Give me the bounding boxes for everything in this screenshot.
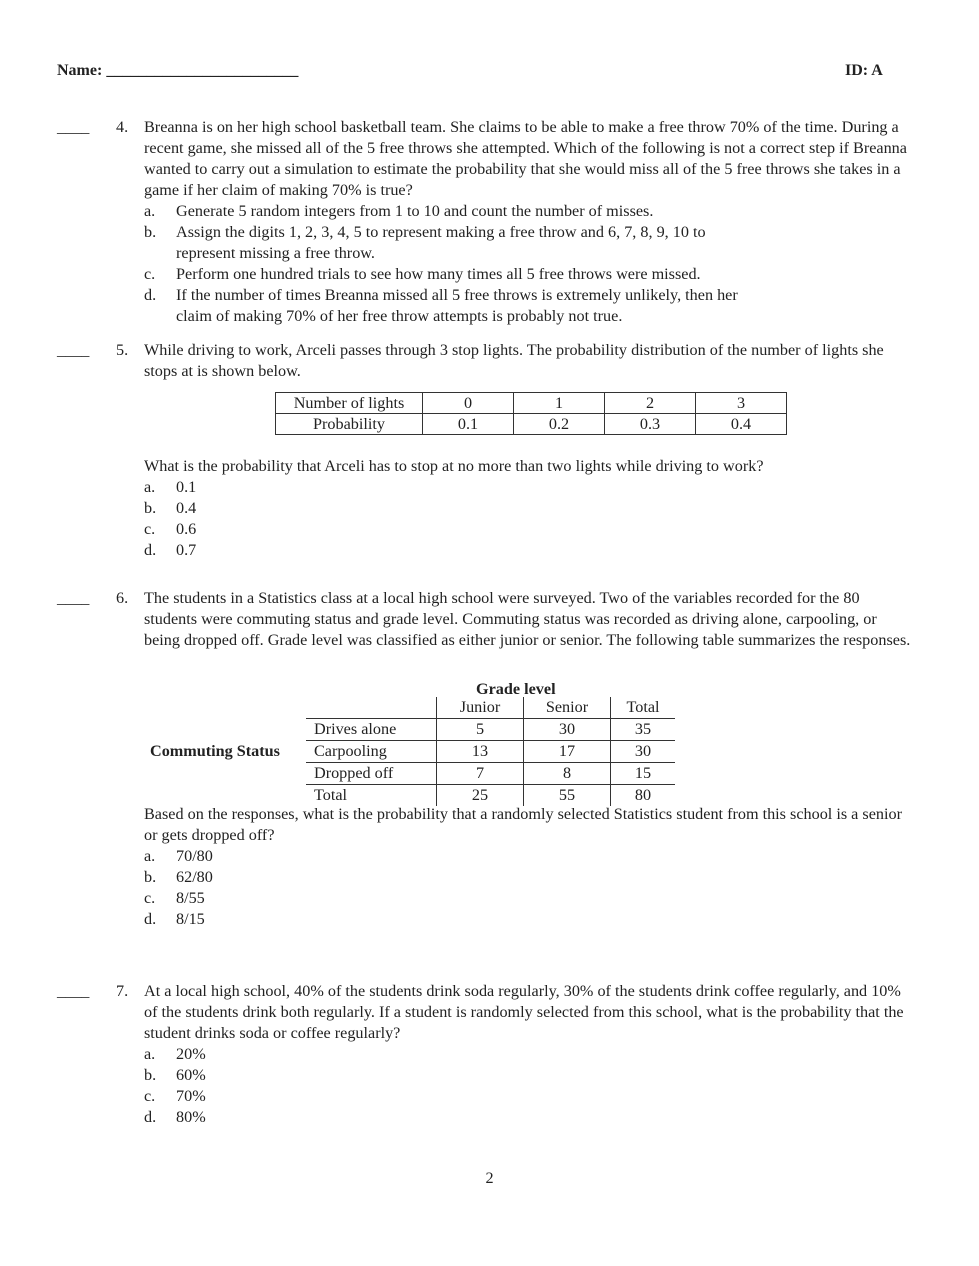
question-stem: Breanna is on her high school basketball team. She claims to be able to make a free throw 70% of the time. During a recent game, she missed all of the 5 free throws she attempted. Which of the following is not a correct step if Breanna wanted to carry out a simulation to estimate the probability that she would miss all of the 5 free throws she takes in a game if her claim of making 70% is true?: [144, 118, 907, 199]
commuting-table: [306, 697, 675, 806]
answer-option[interactable]: [144, 498, 916, 519]
question-body: [144, 981, 916, 1128]
answer-option[interactable]: [144, 285, 916, 327]
option-text: 8/55: [176, 889, 205, 907]
option-letter: d.: [144, 910, 157, 928]
table-cell: Probability: [276, 414, 423, 435]
answer-options: [144, 477, 916, 561]
table-cell: 55: [524, 785, 611, 807]
answer-options: [144, 201, 916, 327]
id-label: ID: A: [845, 62, 883, 79]
option-letter: c.: [144, 889, 156, 907]
table-cell: 35: [611, 719, 676, 741]
answer-option[interactable]: [144, 540, 916, 561]
row-label: Carpooling: [306, 741, 437, 763]
option-text: 70/80: [176, 847, 213, 865]
option-text: 20%: [176, 1045, 206, 1063]
option-text: 80%: [176, 1108, 206, 1126]
table-row: [306, 741, 675, 763]
table-row: [306, 719, 675, 741]
question-body: [144, 340, 916, 561]
table-row: [306, 785, 675, 807]
table-cell: Number of lights: [276, 393, 423, 414]
option-text: Generate 5 random integers from 1 to 10 and count the number of misses.: [176, 202, 654, 220]
option-text: If the number of times Breanna missed all 5 free throws is extremely unlikely, then her: [176, 286, 738, 304]
question-followup: What is the probability that Arceli has to stop at no more than two lights while driving to work?: [144, 457, 764, 475]
answer-options: [144, 1044, 916, 1128]
option-letter: d.: [144, 541, 157, 559]
answer-option[interactable]: [144, 1044, 916, 1065]
table-cell: 1: [514, 393, 605, 414]
question-number: 6.: [116, 589, 129, 607]
option-letter: a.: [144, 847, 156, 865]
table-cell: 30: [611, 741, 676, 763]
question-stem: While driving to work, Arceli passes through 3 stop lights. The probability distribution of the number of lights she stops at is shown below.: [144, 341, 884, 380]
table-header-row: [306, 697, 675, 719]
row-label: Drives alone: [306, 719, 437, 741]
name-field: [57, 60, 298, 81]
table-cell: 7: [437, 763, 524, 785]
question-body: [144, 117, 916, 327]
option-text: 8/15: [176, 910, 205, 928]
table-cell: 17: [524, 741, 611, 763]
question-stem: At a local high school, 40% of the students drink soda regularly, 30% of the students drink coffee regularly, and 10% of the students drink both regularly. If a student is randomly selected from this school, what is the probability that the student drinks soda or coffee regularly?: [144, 982, 904, 1042]
column-header: Total: [611, 697, 676, 719]
option-letter: b.: [144, 223, 157, 241]
answer-option[interactable]: [144, 846, 916, 867]
option-text: 62/80: [176, 868, 213, 886]
answer-option[interactable]: [144, 1065, 916, 1086]
option-letter: b.: [144, 868, 157, 886]
question-number: 5.: [116, 341, 129, 359]
question-followup: Based on the responses, what is the probability that a randomly selected Statistics student from this school is a senior or gets dropped off?: [144, 805, 902, 844]
question-body: [144, 588, 916, 930]
question-number: 7.: [116, 982, 129, 1000]
row-label: Dropped off: [306, 763, 437, 785]
empty-cell: [306, 697, 437, 719]
table-cell: 0.4: [696, 414, 787, 435]
option-letter: c.: [144, 1087, 156, 1105]
answer-option[interactable]: [144, 1086, 916, 1107]
table-cell: 0.1: [423, 414, 514, 435]
table-row: [276, 393, 787, 414]
name-blank: ________________________: [106, 62, 299, 79]
question-number: 4.: [116, 118, 129, 136]
answer-option[interactable]: [144, 909, 916, 930]
option-text: claim of making 70% of her free throw attempts is probably not true.: [176, 307, 623, 325]
row-group-label: Commuting Status: [150, 742, 280, 760]
name-label: Name:: [57, 62, 103, 79]
option-text: Perform one hundred trials to see how many times all 5 free throws were missed.: [176, 265, 701, 283]
table-row: [306, 763, 675, 785]
table-row: [276, 414, 787, 435]
answer-option[interactable]: [144, 264, 916, 285]
answer-blank[interactable]: ____: [57, 589, 90, 607]
column-group-label: Grade level: [476, 680, 556, 698]
option-letter: a.: [144, 202, 156, 220]
option-text: 70%: [176, 1087, 206, 1105]
answer-blank[interactable]: ____: [57, 341, 90, 359]
option-text: 0.4: [176, 499, 197, 517]
answer-option[interactable]: [144, 519, 916, 540]
table-cell: 0.3: [605, 414, 696, 435]
row-label: Total: [314, 786, 348, 804]
table-cell: 25: [437, 785, 524, 807]
answer-option[interactable]: [144, 1107, 916, 1128]
table-cell: 5: [437, 719, 524, 741]
option-text: Assign the digits 1, 2, 3, 4, 5 to represent making a free throw and 6, 7, 8, 9, 10 to: [176, 223, 706, 241]
table-cell: 80: [611, 785, 676, 807]
probability-table: [275, 392, 787, 435]
table-cell: 0.2: [514, 414, 605, 435]
option-letter: d.: [144, 1108, 157, 1126]
answer-blank[interactable]: ____: [57, 118, 90, 136]
answer-option[interactable]: [144, 888, 916, 909]
column-header: Junior: [437, 697, 524, 719]
answer-option[interactable]: [144, 477, 916, 498]
option-letter: c.: [144, 265, 156, 283]
table-cell: 13: [437, 741, 524, 763]
option-letter: a.: [144, 1045, 156, 1063]
answer-blank[interactable]: ____: [57, 982, 90, 1000]
answer-options: [144, 846, 916, 930]
table-cell: 0: [423, 393, 514, 414]
option-text: 0.1: [176, 478, 197, 496]
two-way-table: [144, 679, 916, 804]
answer-option[interactable]: [144, 222, 916, 264]
table-cell: 30: [524, 719, 611, 741]
table-cell: 15: [611, 763, 676, 785]
table-cell: 3: [696, 393, 787, 414]
option-letter: c.: [144, 520, 156, 538]
option-letter: a.: [144, 478, 156, 496]
page-number: 2: [485, 1169, 494, 1187]
option-text: 0.7: [176, 541, 197, 559]
option-text: 0.6: [176, 520, 197, 538]
answer-option[interactable]: [144, 201, 916, 222]
option-letter: b.: [144, 499, 157, 517]
option-text: 60%: [176, 1066, 206, 1084]
option-letter: b.: [144, 1066, 157, 1084]
question-stem: The students in a Statistics class at a local high school were surveyed. Two of the variables recorded for the 80 students were commuting status and grade level. Commuting status was recorded as driving alone, carpooling, or being dropped off. Grade level was classified as either junior or senior. The following table summarizes the responses.: [144, 589, 911, 649]
option-text: represent missing a free throw.: [176, 244, 375, 262]
answer-option[interactable]: [144, 867, 916, 888]
table-cell: 8: [524, 763, 611, 785]
option-letter: d.: [144, 286, 157, 304]
table-cell: 2: [605, 393, 696, 414]
column-header: Senior: [524, 697, 611, 719]
